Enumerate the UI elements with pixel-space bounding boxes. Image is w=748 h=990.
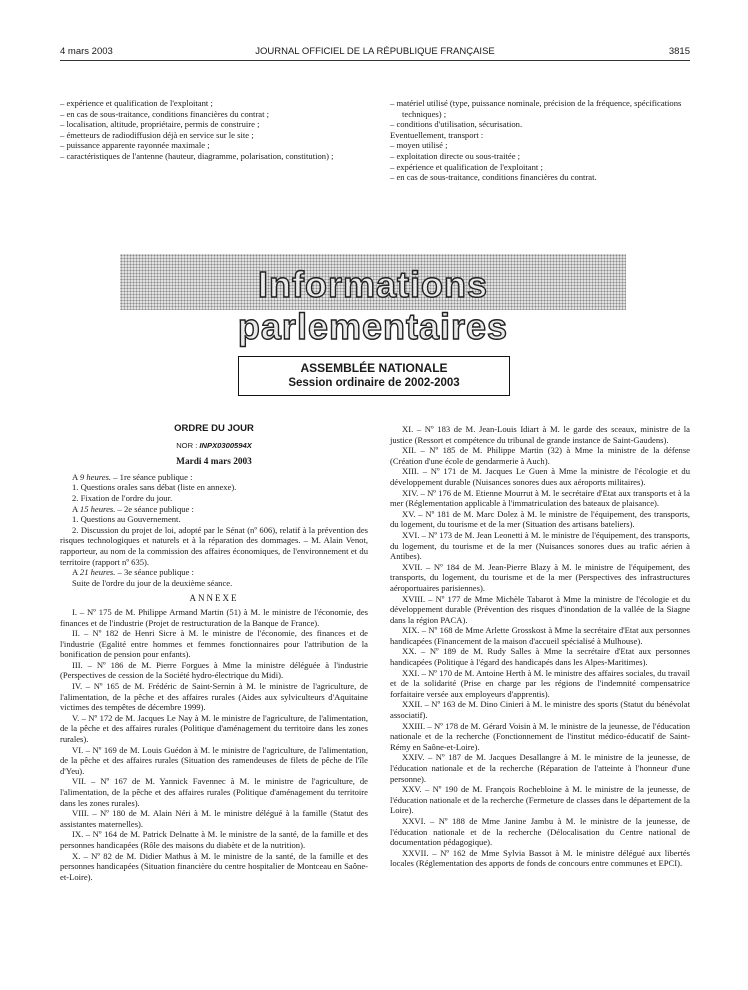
assembly-name: ASSEMBLÉE NATIONALE — [300, 361, 448, 375]
question-item: XXII. – Nº 163 de M. Dino Cinieri à M. le ministre des sports (Statut du bénévolat associatif). — [390, 699, 690, 721]
annexe-title: ANNEXE — [189, 593, 239, 604]
agenda-item: 1. Questions orales sans débat (liste en annexe). — [72, 482, 237, 493]
question-item: V. – Nº 172 de M. Jacques Le Nay à M. le ministre de l'agriculture, de l'alimentation, de la pêche et des affaires rurales (Politique d'aménagement du territoire dans les zones rurales). — [60, 712, 368, 745]
list-item: – exploitation directe ou sous-traitée ; — [390, 150, 521, 161]
agenda-date: Mardi 4 mars 2003 — [176, 457, 252, 468]
question-item: XVIII. – Nº 177 de Mme Michèle Tabarot à Mme la ministre de l'écologie et du développement durable (Prévention des risques d'inondation de la vallée de la Siagne dans la région PACA). — [390, 593, 690, 625]
question-item: XXIII. – Nº 178 de M. Gérard Voisin à M. le ministre de la jeunesse, de l'éducation nationale et de la recherche (Fonctionnement de l'institut médico-éducatif de Saint-Rémy en Saône-et-Loire). — [390, 720, 690, 752]
transport-heading: Eventuellement, transport : — [390, 129, 484, 140]
question-item: XV. – Nº 181 de M. Marc Dolez à M. le ministre de l'équipement, des transports, du logement, du tourisme et de la mer (Situation des artisans bateliers). — [390, 508, 690, 530]
question-item: VI. – Nº 169 de M. Louis Guédon à M. le ministre de l'agriculture, de l'alimentation, de la pêche et des affaires rurales (Situation des ramendeuses de filets de pêche de l'île d'Yeu). — [60, 744, 368, 776]
list-item: – puissance apparente rayonnée maximale ; — [60, 140, 210, 151]
agenda-item: 2. Discussion du projet de loi, adopté par le Sénat (nº 606), relatif à la prévention des risques technologiques et naturels et à la réparation des dommages. – M. Alain Venot, rapporteur, au nom de la commission des affaires économiques, de l'environnement et du territoire (rapport nº 635). — [60, 524, 368, 567]
list-item: – en cas de sous-traitance, conditions financières du contrat ; — [60, 108, 270, 119]
agenda-item: Suite de l'ordre du jour de la deuxième séance. — [72, 577, 233, 588]
questions-right-column — [390, 424, 690, 869]
list-item: – expérience et qualification de l'exploitant ; — [390, 161, 543, 172]
top-left-column — [60, 98, 368, 162]
agenda-column — [60, 424, 368, 882]
agenda-title: ORDRE DU JOUR — [174, 423, 254, 434]
top-right-list-a — [390, 98, 690, 130]
list-item: – moyen utilisé ; — [390, 140, 448, 151]
question-item: IV. – Nº 165 de M. Frédéric de Saint-Sernin à M. le ministre de l'agriculture, de l'alimentation, de la pêche et des affaires rurales (Aides aux sylviculteurs d'Aquitaine victimes des tempêtes de décembre 1999). — [60, 681, 368, 713]
list-item: – émetteurs de radiodiffusion déjà en service sur le site ; — [60, 129, 254, 140]
question-item: XII. – Nº 185 de M. Philippe Martin (32) à Mme la ministre de la défense (Création d'une école de gendarmerie à Auch). — [390, 445, 690, 466]
page-header — [60, 44, 690, 61]
question-item: XXI. – Nº 170 de M. Antoine Herth à M. le ministre des affaires sociales, du travail et de la solidarité (Prise en charge par les régions de l'indemnité compensatrice forfaitaire versée aux employeurs d'apprentis). — [390, 667, 690, 699]
question-item: XXV. – Nº 190 de M. François Rochebloine à M. le ministre de la jeunesse, de l'éducation nationale et de la recherche (Fermeture de classes dans le département de la Loire). — [390, 784, 690, 816]
session-3-time: 21 heures. — [79, 567, 116, 578]
question-item: III. – Nº 186 de M. Pierre Forgues à Mme la ministre déléguée à l'industrie (Perspectives de cession de la Société hydro-électrique du Midi). — [60, 659, 368, 681]
question-item: XIII. – Nº 171 de M. Jacques Le Guen à Mme la ministre de l'écologie et du développement durable (Nuisances sonores dues aux aéroports militaires). — [390, 466, 690, 487]
agenda-item: 1. Questions au Gouvernement. — [72, 514, 181, 525]
session-name: Session ordinaire de 2002-2003 — [288, 377, 460, 389]
question-item: IX. – Nº 164 de M. Patrick Delnatte à M. le ministre de la santé, de la famille et des personnes handicapées (Rôle des maisons du diabète et de la nutrition). — [60, 829, 368, 850]
session-1-heading: A 9 heures. – 1re séance publique : — [72, 471, 193, 482]
agenda-item: 2. Fixation de l'ordre du jour. — [72, 492, 173, 503]
question-item: XIV. – Nº 176 de M. Etienne Mourrut à M. le secrétaire d'Etat aux transports et à la mer (Réglementation applicable à l'immatriculation des bateaux de plaisance). — [390, 487, 690, 509]
question-item: XX. – Nº 189 de M. Rudy Salles à Mme la secrétaire d'Etat aux personnes handicapées (Politique à l'égard des handicapés dans les Alpes-Maritimes). — [390, 646, 690, 668]
question-item: XXVII. – Nº 162 de Mme Sylvia Bassot à M. le ministre délégué aux libertés locales (Réglementation des apports de fonds de concours entre communes et EPCI). — [390, 847, 690, 869]
nor-reference — [60, 441, 368, 452]
header-journal-title: JOURNAL OFFICIEL DE LA RÉPUBLIQUE FRANÇAISE — [255, 46, 495, 57]
question-item: XI. – Nº 183 de M. Jean-Louis Idiart à M. le garde des sceaux, ministre de la justice (Ressort et compétence du tribunal de grande instance de Saint-Gaudens). — [390, 424, 690, 445]
question-item: VII. – Nº 167 de M. Yannick Favennec à M. le ministre de l'agriculture, de l'alimentation, de la pêche et des affaires rurales (Politique d'aménagement du territoire dans les zones rurales). — [60, 776, 368, 808]
list-item: – conditions d'utilisation, sécurisation. — [390, 119, 523, 130]
question-item: XVII. – Nº 184 de M. Jean-Pierre Blazy à M. le ministre de l'équipement, des transports, du logement, du tourisme et de la mer (Perspectives des infrastructures aéroportuaires parisiennes). — [390, 561, 690, 593]
question-item: I. – Nº 175 de M. Philippe Armand Martin (51) à M. le ministre de l'économie, des finances et de l'industrie (Projet de restructuration de la Banque de France). — [60, 606, 368, 628]
session-2-heading: A 15 heures. – 2e séance publique : — [72, 503, 194, 514]
list-item: – matériel utilisé (type, puissance nominale, précision de la fréquence, spécifications techniques) ; — [390, 98, 682, 119]
list-item: – localisation, altitude, propriétaire, permis de construire ; — [60, 119, 260, 130]
session-1-time: 9 heures. — [79, 471, 112, 482]
question-item: II. – Nº 182 de Henri Sicre à M. le ministre de l'économie, des finances et de l'industrie (Egalité entre hommes et femmes fonctionnaires pour l'attribution de la bonification de pension pour enfants). — [60, 628, 368, 660]
list-item: – caractéristiques de l'antenne (hauteur, diagramme, polarisation, constitution) ; — [60, 150, 334, 161]
question-item: XXIV. – Nº 187 de M. Jacques Desallangre à M. le ministre de la jeunesse, de l'éducation nationale et de la recherche (Réparation de l'atteinte à l'honneur d'une personne). — [390, 752, 690, 784]
header-page-number: 3815 — [668, 46, 690, 57]
list-item: – expérience et qualification de l'exploitant ; — [60, 98, 213, 108]
top-right-column — [390, 98, 690, 183]
top-right-list-b — [390, 140, 690, 182]
assembly-title-box — [238, 356, 510, 396]
question-item: XVI. – Nº 173 de M. Jean Leonetti à M. le ministre de l'équipement, des transports, du logement, du tourisme et de la mer (Nuisances sonores dues au trafic aérien à Antibes). — [390, 529, 690, 562]
banner-title: Informations parlementaires — [237, 264, 509, 347]
section-banner — [120, 254, 626, 347]
question-item: X. – Nº 82 de M. Didier Mathus à M. le ministre de la santé, de la famille et des personnes handicapées (Situation financière du centre hospitalier de Montceau en Saône-et-Loire). — [60, 850, 368, 882]
question-item: VIII. – Nº 180 de M. Alain Néri à M. le ministre délégué à la famille (Statut des assistantes maternelles). — [60, 808, 368, 829]
nor-value: INPX0300594X — [199, 440, 252, 450]
top-left-list — [60, 98, 368, 162]
list-item: – en cas de sous-traitance, conditions financières du contrat. — [390, 172, 597, 183]
nor-label: NOR : — [176, 440, 200, 450]
question-item: XIX. – Nº 168 de Mme Arlette Grosskost à Mme la secrétaire d'Etat aux personnes handicapées (Financement de la maison d'accueil spécialisé à Mulhouse). — [390, 625, 690, 646]
question-item: XXVI. – Nº 188 de Mme Janine Jambu à M. le ministre de la jeunesse, de l'éducation nationale et de la recherche (Délocalisation du Centre national de documentation pédagogique). — [390, 815, 690, 848]
header-date: 4 mars 2003 — [60, 46, 113, 57]
session-3-heading: A 21 heures. – 3e séance publique : — [72, 567, 194, 578]
session-2-time: 15 heures. — [79, 503, 116, 514]
